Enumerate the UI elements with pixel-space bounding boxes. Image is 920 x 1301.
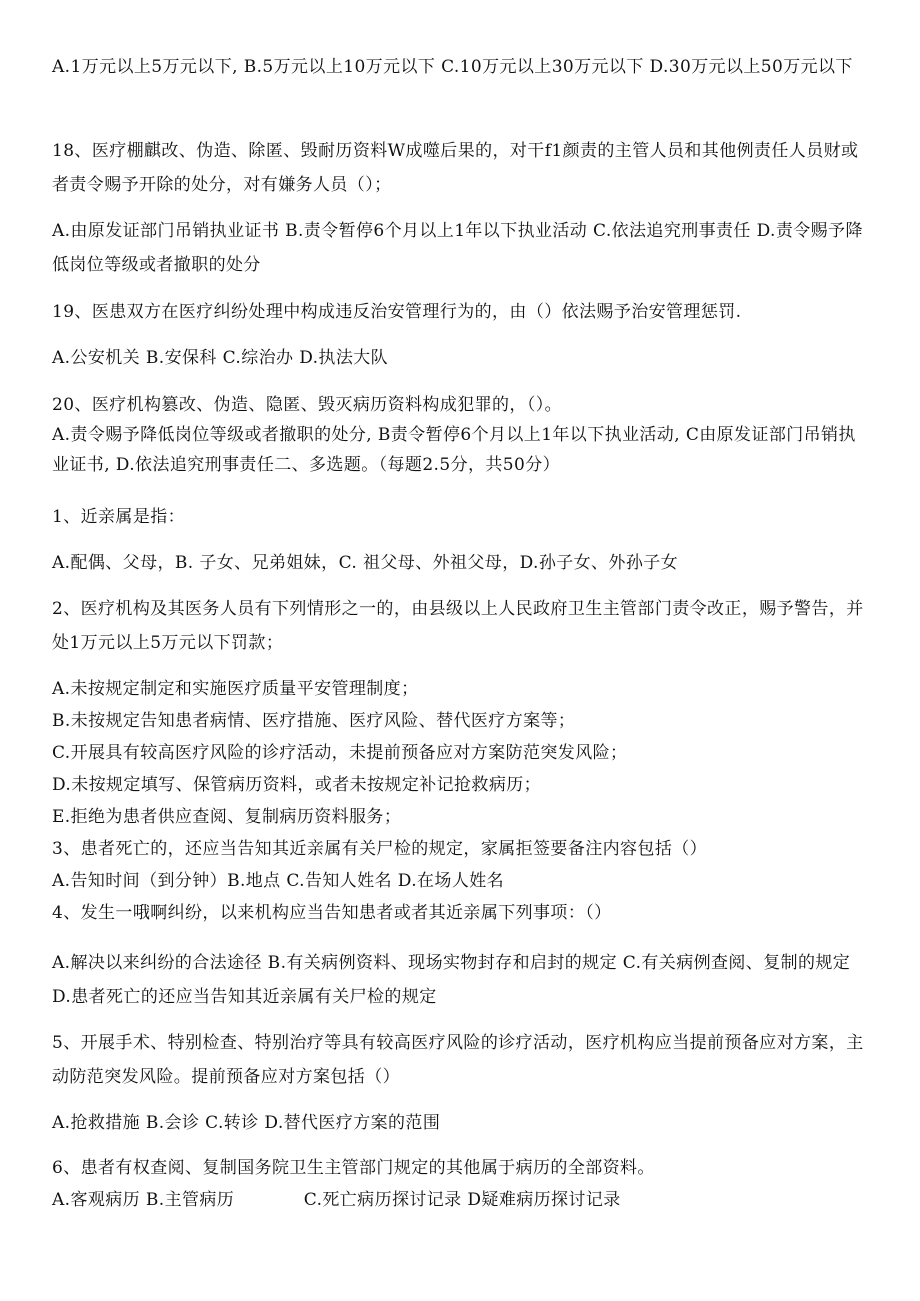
mq6-text: 6、患者有权查阅、复制国务院卫生主管部门规定的其他属于病历的全部资料。 bbox=[52, 1158, 655, 1178]
q20-options: A.责令赐予降低岗位等级或者撤职的处分, B责令暂停6个月以上1年以下执业活动, C由原发证部门吊销执业证书, D.依法追究刑事责任二、多选题。（每题2.5分，共50分） bbox=[52, 425, 856, 475]
q18-text: 18、医疗棚麒改、伪造、除匿、毁耐历资料W成噬后果的，对干f1颜责的主管人员和其他例责任人员财或者责令赐予开除的处分，对有嫌务人员（）； bbox=[52, 141, 859, 195]
mq4-options: A.解决以来纠纷的合法途径 B.有关病例资料、现场实物封存和启封的规定 C.有关病例查阅、复制的规定 D.患者死亡的还应当告知其近亲属有关尸检的规定 bbox=[52, 953, 857, 1007]
q19-options: A.公安机关 B.安保科 C.综治办 D.执法大队 bbox=[52, 348, 389, 368]
mq2-option-d: D.未按规定填写、保管病历资料，或者未按规定补记抢救病历； bbox=[52, 775, 542, 795]
mq4-text: 4、发生一哦啊纠纷，以来机构应当告知患者或者其近亲属下列事项：（） bbox=[52, 903, 612, 923]
mq2-option-c: C.开展具有较高医疗风险的诊疗活动，未提前预备应对方案防范突发风险； bbox=[52, 743, 628, 763]
mq1-text: 1、近亲属是指： bbox=[52, 507, 186, 527]
mq1-options: A.配偶、父母，B. 子女、兄弟姐妹，C. 祖父母、外祖父母，D.孙子女、外孙子女 bbox=[52, 553, 679, 573]
mq3-text: 3、患者死亡的，还应当告知其近亲属有关尸检的规定，家属拒签要备注内容包括（） bbox=[52, 839, 708, 859]
mq6-options: A.客观病历 B.主管病历 C.死亡病历探讨记录 D疑难病历探讨记录 bbox=[52, 1190, 621, 1210]
mq5-options: A.抢救措施 B.会诊 C.转诊 D.替代医疗方案的范围 bbox=[52, 1113, 441, 1133]
mq2-option-a: A.未按规定制定和实施医疗质量平安管理制度； bbox=[52, 679, 419, 699]
q19-text: 19、医患双方在医疗纠纷处理中构成违反治安管理行为的，由（）依法赐予治安管理惩罚. bbox=[52, 302, 742, 322]
mq2-option-e: E.拒绝为患者供应查阅、复制病历资料服务； bbox=[52, 807, 402, 827]
mq2-option-b: B.未按规定告知患者病情、医疗措施、医疗风险、替代医疗方案等； bbox=[52, 711, 576, 731]
q18-options: A.由原发证部门吊销执业证书 B.责令暂停6个月以上1年以下执业活动 C.依法追究刑事责任 D.责令赐予降低岗位等级或者撤职的处分 bbox=[52, 221, 863, 275]
q20-text: 20、医疗机构篡改、伪造、隐匿、毁灭病历资料构成犯罪的，（）。 bbox=[52, 395, 563, 415]
q17-options: A.1万元以上5万元以下, B.5万元以上10万元以下 C.10万元以上30万元以下 D.30万元以上50万元以下 bbox=[52, 57, 853, 77]
mq5-text: 5、开展手术、特别检查、特别治疗等具有较高医疗风险的诊疗活动，医疗机构应当提前预备应对方案，主动防范突发风险。提前预备应对方案包括（） bbox=[52, 1033, 864, 1087]
mq2-text: 2、医疗机构及其医务人员有下列情形之一的，由县级以上人民政府卫生主管部门责令改正，赐予警告，并处1万元以上5万元以下罚款； bbox=[52, 599, 864, 653]
mq3-options: A.告知时间（到分钟）B.地点 C.告知人姓名 D.在场人姓名 bbox=[52, 871, 505, 891]
